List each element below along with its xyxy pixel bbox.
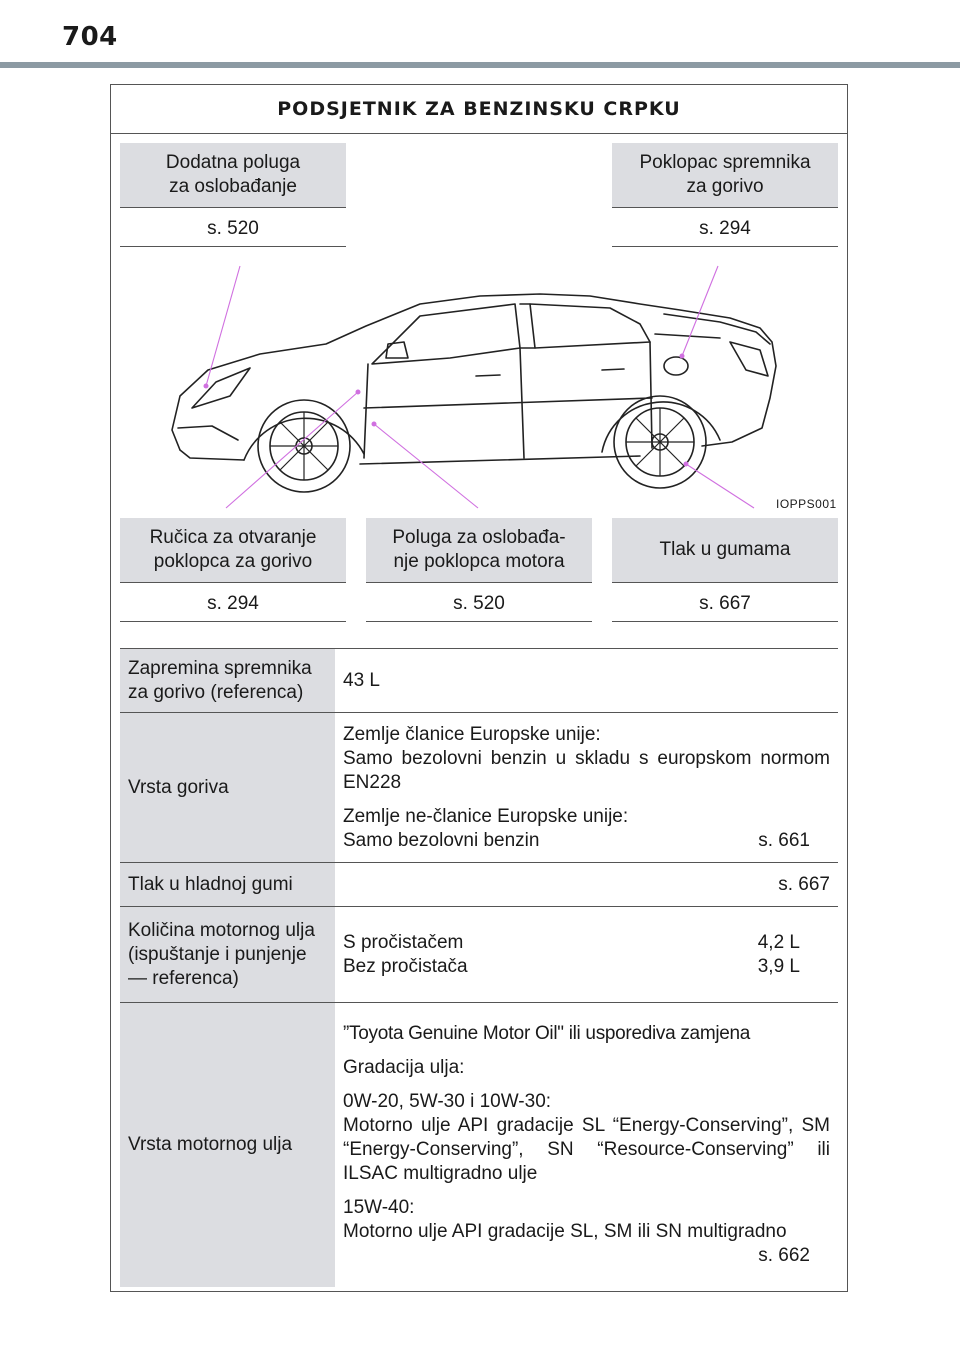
label-fuel-tank-door: Poklopac spremnika za gorivo xyxy=(612,143,838,208)
page-ref-auxiliary-catch: s. 520 xyxy=(120,208,346,247)
grade-0w20-text: Motorno ulje API gradacije SL “Energy-Conserving”, SM “Energy-Conserving”, SN “Resource-Conserving” ili ILSAC multigradno ulje xyxy=(343,1114,830,1184)
label-hood-lock-release: Poluga za oslobađa- nje poklopca motora xyxy=(366,518,592,583)
spec-key: Zapremina spremnika za gorivo (referenca) xyxy=(120,649,335,713)
label-fuel-door-opener: Ručica za otvaranje poklopca za gorivo xyxy=(120,518,346,583)
spec-value xyxy=(335,1003,838,1287)
header-rule xyxy=(0,62,960,68)
eu-text: Samo bezolovni benzin u skladu s europskom normom EN228 xyxy=(343,747,830,793)
spec-value xyxy=(335,713,838,863)
frame-title: PODSJETNIK ZA BENZINSKU CRPKU xyxy=(111,85,847,134)
car-illustration xyxy=(120,258,840,516)
oil-grade-heading: Gradacija ulja: xyxy=(343,1056,465,1078)
table-row xyxy=(120,1003,838,1287)
page-ref-tire-pressure: s. 667 xyxy=(612,583,838,622)
oil-note: ”Toyota Genuine Motor Oil" ili usporediva zamjena xyxy=(343,1022,751,1044)
page-ref-fuel-tank-door: s. 294 xyxy=(612,208,838,247)
page-ref: s. 662 xyxy=(758,1244,810,1266)
with-filter-label: S pročistačem xyxy=(343,931,464,953)
table-row xyxy=(120,649,838,713)
table-row xyxy=(120,863,838,907)
spec-key: Tlak u hladnoj gumi xyxy=(120,863,335,907)
table-row xyxy=(120,907,838,1003)
grade-0w20-heading: 0W-20, 5W-30 i 10W-30: xyxy=(343,1090,552,1112)
table-row xyxy=(120,713,838,863)
spec-key: Vrsta motornog ulja xyxy=(120,1003,335,1287)
spec-value: 43 L xyxy=(335,649,838,713)
spec-key: Količina motornog ulja (ispuštanje i punjenje — referenca) xyxy=(120,907,335,1003)
spec-value xyxy=(335,907,838,1003)
image-code: IOPPS001 xyxy=(776,497,837,511)
without-filter-value: 3,9 L xyxy=(757,955,800,977)
non-eu-text: Samo bezolovni benzin xyxy=(343,829,540,851)
spec-table xyxy=(120,648,838,1287)
page-number: 704 xyxy=(62,22,118,52)
spec-key: Vrsta goriva xyxy=(120,713,335,863)
grade-15w40-text: Motorno ulje API gradacije SL, SM ili SN multigradno xyxy=(343,1220,787,1242)
without-filter-label: Bez pročistača xyxy=(343,955,468,977)
non-eu-heading: Zemlje ne-članice Europske unije: xyxy=(343,805,629,827)
page-ref: s. 661 xyxy=(758,829,810,851)
label-auxiliary-catch: Dodatna poluga za oslobađanje xyxy=(120,143,346,208)
with-filter-value: 4,2 L xyxy=(757,931,800,953)
page-ref-fuel-door-opener: s. 294 xyxy=(120,583,346,622)
label-tire-pressure: Tlak u gumama xyxy=(612,518,838,583)
eu-heading: Zemlje članice Europske unije: xyxy=(343,723,601,745)
page-ref: s. 667 xyxy=(335,863,838,907)
grade-15w40-heading: 15W-40: xyxy=(343,1196,415,1218)
page-ref-hood-lock-release: s. 520 xyxy=(366,583,592,622)
